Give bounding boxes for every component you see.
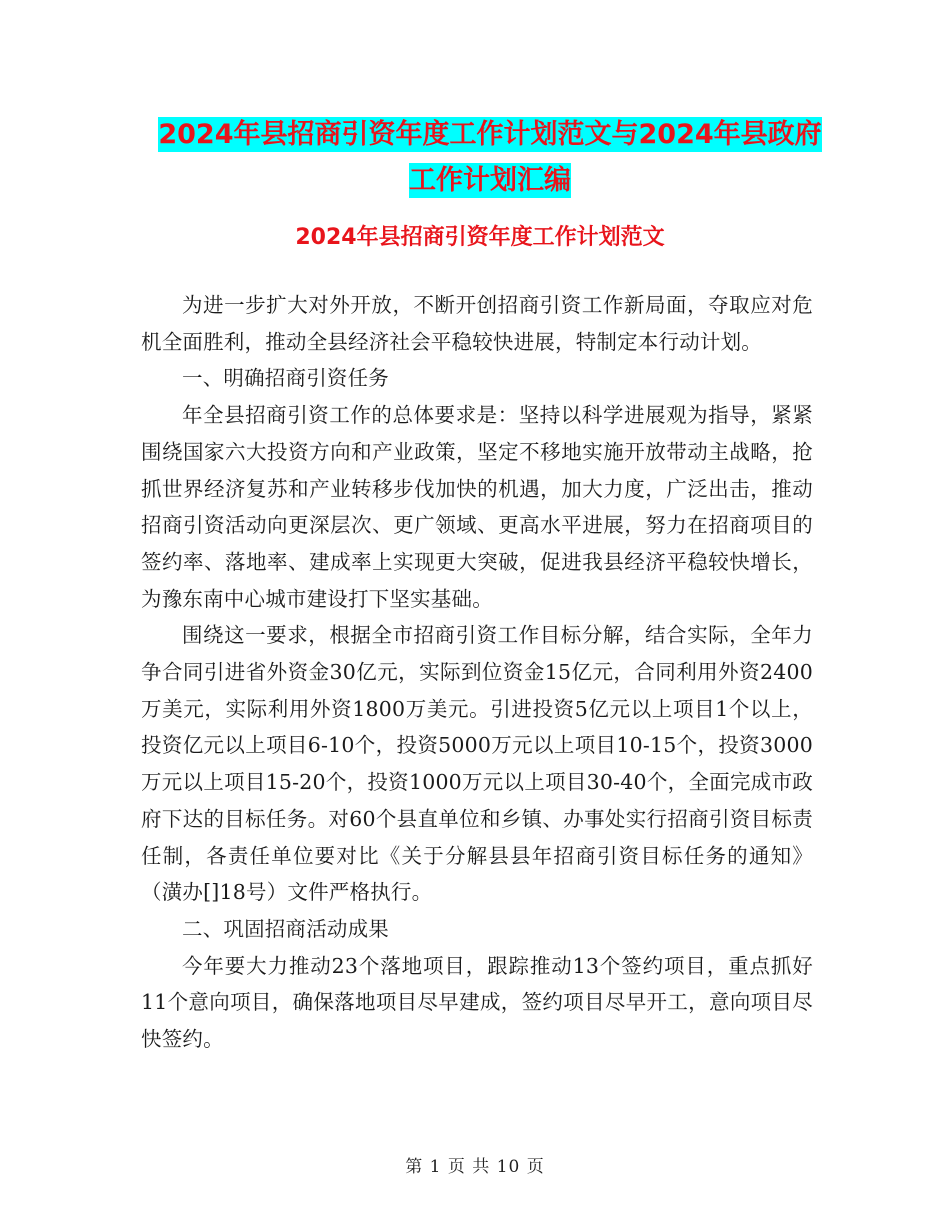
heading-section-2: 二、巩固招商活动成果 bbox=[182, 916, 389, 941]
page-footer bbox=[0, 1152, 950, 1177]
document-body bbox=[141, 287, 813, 1058]
document-title bbox=[150, 112, 830, 204]
page-number-label: 第 1 页 共 10 页 bbox=[405, 1157, 545, 1177]
paragraph-intro: 为进一步扩大对外开放，不断开创招商引资工作新局面，夺取应对危机全面胜利，推动全县经济社会平稳较快进展，特制定本行动计划。 bbox=[141, 293, 813, 354]
paragraph-targets: 围绕这一要求，根据全市招商引资工作目标分解，结合实际，全年力争合同引进省外资金30亿元，实际到位资金15亿元，合同利用外资2400万美元，实际利用外资1800万美元。引进投资5亿元以上项目1个以上，投资亿元以上项目6-10个，投资5000万元以上项目10-15个，投资3000万元以上项目15-20个，投资1000万元以上项目30-40个，全面完成市政府下达的目标任务。对60个县直单位和乡镇、办事处实行招商引资目标责任制，各责任单位要对比《关于分解县县年招商引资目标任务的通知》（潢办[]18号）文件严格执行。 bbox=[141, 623, 813, 905]
document-title-line-2: 工作计划汇编 bbox=[409, 165, 571, 196]
section-title: 2024年县招商引资年度工作计划范文 bbox=[295, 225, 665, 250]
heading-section-1: 一、明确招商引资任务 bbox=[182, 366, 389, 391]
paragraph-requirements: 年全县招商引资工作的总体要求是：坚持以科学进展观为指导，紧紧围绕国家六大投资方向和产业政策，坚定不移地实施开放带动主战略，抢抓世界经济复苏和产业转移步伐加快的机遇，加大力度，广泛出击，推动招商引资活动向更深层次、更广领域、更高水平进展，努力在招商项目的签约率、落地率、建成率上实现更大突破，促进我县经济平稳较快增长，为豫东南中心城市建设打下坚实基础。 bbox=[141, 403, 813, 611]
paragraph-projects: 今年要大力推动23个落地项目，跟踪推动13个签约项目，重点抓好11个意向项目，确保落地项目尽早建成，签约项目尽早开工，意向项目尽快签约。 bbox=[141, 953, 813, 1052]
document-title-line-1: 2024年县招商引资年度工作计划范文与2024年县政府 bbox=[158, 119, 822, 150]
